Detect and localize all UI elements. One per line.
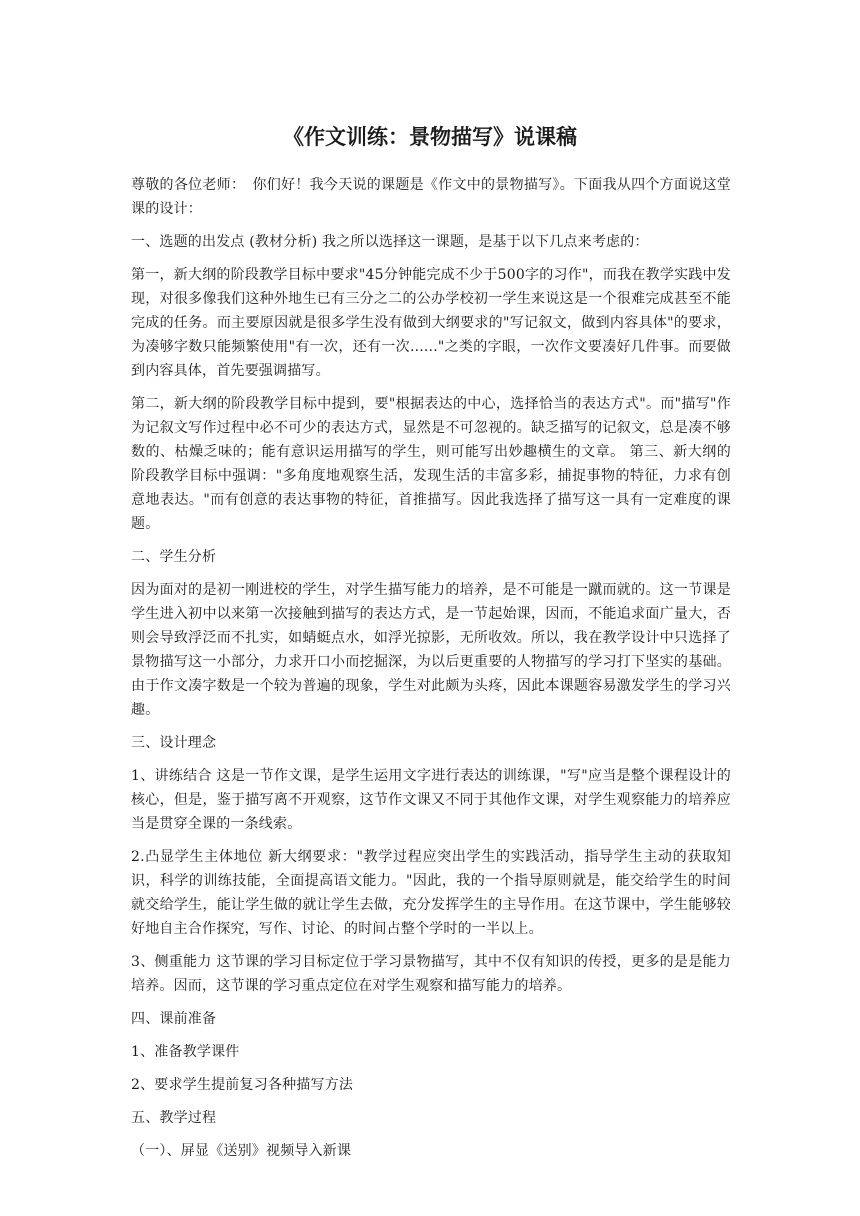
document-title: 《作文训练：景物描写》说课稿 xyxy=(283,125,577,149)
design-concept-1-paragraph: 1、讲练结合 这是一节作文课，是学生运用文字进行表达的训练课，"写"应当是整个课程设计的核心，但是，鉴于描写离不开观察，这节作文课又不同于其他作文课，对学生观察能力的培养应当是贯穿全课的一条线索。 xyxy=(131,768,731,832)
section-3-heading: 三、设计理念 xyxy=(131,735,217,751)
document-body xyxy=(131,173,731,1172)
design-concept-2-paragraph: 2.凸显学生主体地位 新大纲要求："教学过程应突出学生的实践活动，指导学生主动的获取知识，科学的训练技能，全面提高语文能力。"因此，我的一个指导原则就是，能交给学生的时间就交给学生，能让学生做的就让学生去做，充分发挥学生的主导作用。在这节课中，学生能够较好地自主合作探究，写作、讨论、的时间占整个学时的一半以上。 xyxy=(131,849,731,937)
greeting-paragraph: 尊敬的各位老师： 你们好！我今天说的课题是《作文中的景物描写》。下面我从四个方面说这堂课的设计： xyxy=(131,177,731,217)
section-4-heading: 四、课前准备 xyxy=(131,1011,217,1027)
point-2-3-paragraph: 第二，新大纲的阶段教学目标中提到，要"根据表达的中心，选择恰当的表达方式"。而"描写"作为记叙文写作过程中必不可少的表达方式，显然是不可忽视的。缺乏描写的记叙文，总是凑不够数的、枯燥乏味的；能有意识运用描写的学生，则可能写出妙趣横生的文章。 第三、新大纲的阶段教学目标中强调："多角度地观察生活，发现生活的丰富多彩，捕捉事物的特征，力求有创意地表达。"而有创意的表达事物的特征，首推描写。因此我选择了描写这一具有一定难度的课题。 xyxy=(131,396,731,532)
section-1-heading: 一、选题的出发点 (教材分析) 我之所以选择这一课题，是基于以下几点来考虑的： xyxy=(131,234,649,250)
section-2-heading: 二、学生分析 xyxy=(131,549,217,565)
preparation-item-2: 2、要求学生提前复习各种描写方法 xyxy=(131,1077,354,1093)
section-5-heading: 五、教学过程 xyxy=(131,1110,217,1126)
design-concept-3-paragraph: 3、侧重能力 这节课的学习目标定位于学习景物描写，其中不仅有知识的传授，更多的是是能力培养。因而，这节课的学习重点定位在对学生观察和描写能力的培养。 xyxy=(131,954,731,994)
student-analysis-paragraph: 因为面对的是初一刚进校的学生，对学生描写能力的培养，是不可能是一蹴而就的。这一节课是学生进入初中以来第一次接触到描写的表达方式，是一节起始课，因而，不能追求面广量大，否则会导致浮泛而不扎实，如蜻蜓点水，如浮光掠影，无所收效。所以，我在教学设计中只选择了景物描写这一小部分，力求开口小而挖掘深，为以后更重要的人物描写的学习打下坚实的基础。由于作文凑字数是一个较为普遍的现象，学生对此颇为头疼，因此本课题容易激发学生的学习兴趣。 xyxy=(131,582,731,718)
process-step-1: （一）、屏显《送别》视频导入新课 xyxy=(131,1143,352,1159)
point-1-paragraph: 第一，新大纲的阶段教学目标中要求"45分钟能完成不少于500字的习作"，而我在教学实践中发现，对很多像我们这种外地生已有三分之二的公办学校初一学生来说这是一个很难完成甚至不能完成的任务。而主要原因就是很多学生没有做到大纲要求的"写记叙文，做到内容具体"的要求，为凑够字数只能频繁使用"有一次，还有一次......"之类的字眼，一次作文要凑好几件事。而要做到内容具体，首先要强调描写。 xyxy=(131,267,731,379)
preparation-item-1: 1、准备教学课件 xyxy=(131,1044,240,1060)
